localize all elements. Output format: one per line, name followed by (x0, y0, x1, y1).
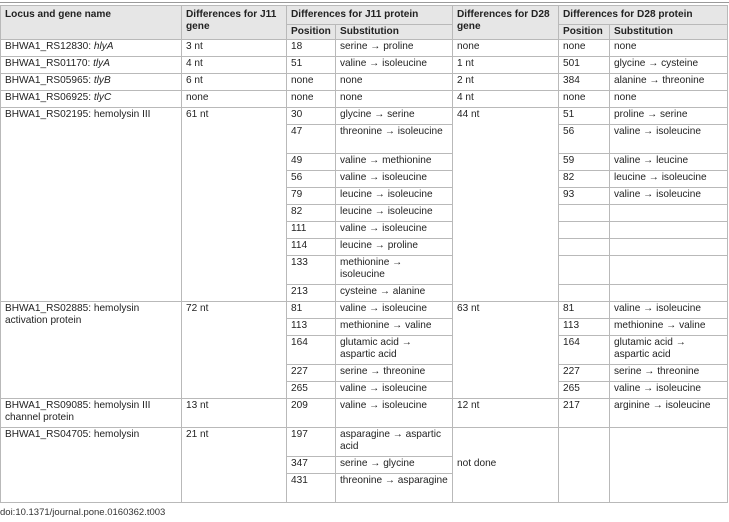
j11-position-cell: 164 (287, 336, 336, 365)
j11-position-cell: 113 (287, 319, 336, 336)
d28-substitution-cell: glutamic acid → aspartic acid (610, 336, 728, 365)
table-row (1, 57, 728, 74)
d28-position-cell: 56 (559, 125, 610, 154)
d28-position-cell: 217 (559, 399, 610, 428)
locus-cell: BHWA1_RS12830: hlyA (1, 40, 182, 57)
j11-substitution-cell: glutamic acid → aspartic acid (336, 336, 453, 365)
j11-substitution-cell: valine → methionine (336, 154, 453, 171)
j11-position-cell: 133 (287, 256, 336, 285)
d28-substitution-cell (610, 222, 728, 239)
j11-position-cell: 82 (287, 205, 336, 222)
header-j11-substitution: Substitution (336, 25, 453, 40)
header-d28-substitution: Substitution (610, 25, 728, 40)
j11-gene-cell: none (182, 91, 287, 108)
header-j11-gene: Differences for J11 gene (182, 6, 287, 40)
j11-substitution-cell: none (336, 91, 453, 108)
d28-position-cell: 227 (559, 365, 610, 382)
table-row (1, 91, 728, 108)
gene-name: tlyC (93, 92, 112, 103)
table-row (1, 40, 728, 57)
d28-position-cell: none (559, 40, 610, 57)
d28-substitution-cell: valine → isoleucine (610, 125, 728, 154)
table-row (1, 399, 728, 428)
d28-substitution-cell (610, 239, 728, 256)
d28-substitution-cell: serine → threonine (610, 365, 728, 382)
j11-position-cell: 213 (287, 285, 336, 302)
d28-substitution-cell: glycine → cysteine (610, 57, 728, 74)
table-row (1, 108, 728, 125)
d28-gene-cell: 44 nt (453, 108, 559, 302)
d28-gene-cell: 4 nt (453, 91, 559, 108)
j11-position-cell: 209 (287, 399, 336, 428)
d28-position-cell: 113 (559, 319, 610, 336)
j11-position-cell: 197 (287, 428, 336, 457)
d28-substitution-cell: valine → isoleucine (610, 382, 728, 399)
d28-position-cell (559, 239, 610, 256)
d28-position-cell: 265 (559, 382, 610, 399)
header-locus: Locus and gene name (1, 6, 182, 40)
d28-substitution-cell: leucine → isoleucine (610, 171, 728, 188)
j11-gene-cell: 72 nt (182, 302, 287, 399)
d28-position-cell (559, 205, 610, 222)
j11-position-cell: 47 (287, 125, 336, 154)
j11-gene-cell: 4 nt (182, 57, 287, 74)
j11-gene-cell: 13 nt (182, 399, 287, 428)
d28-gene-cell: not done (453, 457, 559, 474)
j11-position-cell: 49 (287, 154, 336, 171)
j11-substitution-cell: threonine → isoleucine (336, 125, 453, 154)
locus-cell: BHWA1_RS04705: hemolysin (1, 428, 182, 503)
j11-substitution-cell: asparagine → aspartic acid (336, 428, 453, 457)
table-row (1, 302, 728, 319)
j11-gene-cell: 21 nt (182, 428, 287, 503)
d28-position-cell (559, 428, 610, 503)
d28-position-cell: 384 (559, 74, 610, 91)
d28-position-cell (559, 256, 610, 285)
d28-position-cell: 81 (559, 302, 610, 319)
d28-gene-cell (453, 428, 559, 457)
j11-substitution-cell: serine → threonine (336, 365, 453, 382)
j11-substitution-cell: valine → isoleucine (336, 382, 453, 399)
d28-substitution-cell: valine → leucine (610, 154, 728, 171)
j11-position-cell: none (287, 91, 336, 108)
d28-position-cell: 164 (559, 336, 610, 365)
d28-position-cell: 501 (559, 57, 610, 74)
doi-caption: doi:10.1371/journal.pone.0160362.t003 (0, 507, 166, 518)
gene-name: tlyA (93, 58, 110, 69)
j11-substitution-cell: serine → glycine (336, 457, 453, 474)
d28-substitution-cell: proline → serine (610, 108, 728, 125)
table-row (1, 428, 728, 457)
j11-substitution-cell: serine → proline (336, 40, 453, 57)
j11-position-cell: 111 (287, 222, 336, 239)
d28-substitution-cell (610, 256, 728, 285)
j11-gene-cell: 6 nt (182, 74, 287, 91)
d28-gene-cell: none (453, 40, 559, 57)
j11-substitution-cell: valine → isoleucine (336, 57, 453, 74)
gene-name: tlyB (93, 75, 111, 86)
locus-cell: BHWA1_RS09085: hemolysin III channel protein (1, 399, 182, 428)
d28-gene-cell: 2 nt (453, 74, 559, 91)
header-d28-protein: Differences for D28 protein (559, 6, 728, 25)
j11-position-cell: 79 (287, 188, 336, 205)
d28-position-cell (559, 222, 610, 239)
d28-substitution-cell: none (610, 40, 728, 57)
d28-position-cell: 93 (559, 188, 610, 205)
locus-cell: BHWA1_RS02195: hemolysin III (1, 108, 182, 302)
d28-substitution-cell (610, 428, 728, 503)
j11-substitution-cell: leucine → proline (336, 239, 453, 256)
table-row (1, 74, 728, 91)
j11-position-cell: 265 (287, 382, 336, 399)
comparison-table (0, 5, 728, 503)
gene-name: hlyA (93, 41, 114, 52)
d28-substitution-cell: valine → isoleucine (610, 188, 728, 205)
j11-position-cell: 227 (287, 365, 336, 382)
header-j11-protein: Differences for J11 protein (287, 6, 453, 25)
d28-gene-cell: 63 nt (453, 302, 559, 399)
locus-cell: BHWA1_RS05965: tlyB (1, 74, 182, 91)
header-j11-position: Position (287, 25, 336, 40)
j11-substitution-cell: valine → isoleucine (336, 222, 453, 239)
d28-substitution-cell (610, 205, 728, 222)
d28-substitution-cell: alanine → threonine (610, 74, 728, 91)
d28-gene-cell (453, 474, 559, 503)
d28-substitution-cell: valine → isoleucine (610, 302, 728, 319)
j11-position-cell: 30 (287, 108, 336, 125)
locus-cell: BHWA1_RS01170: tlyA (1, 57, 182, 74)
d28-position-cell (559, 285, 610, 302)
top-rule (0, 2, 729, 3)
header-d28-gene: Differences for D28 gene (453, 6, 559, 40)
j11-position-cell: 81 (287, 302, 336, 319)
d28-substitution-cell: methionine → valine (610, 319, 728, 336)
j11-position-cell: 56 (287, 171, 336, 188)
d28-gene-cell: 1 nt (453, 57, 559, 74)
table-header (1, 6, 728, 40)
j11-substitution-cell: methionine → valine (336, 319, 453, 336)
j11-position-cell: none (287, 74, 336, 91)
j11-substitution-cell: none (336, 74, 453, 91)
j11-substitution-cell: leucine → isoleucine (336, 188, 453, 205)
d28-substitution-cell: arginine → isoleucine (610, 399, 728, 428)
d28-gene-cell: 12 nt (453, 399, 559, 428)
j11-substitution-cell: valine → isoleucine (336, 302, 453, 319)
j11-substitution-cell: valine → isoleucine (336, 171, 453, 188)
d28-substitution-cell: none (610, 91, 728, 108)
j11-substitution-cell: glycine → serine (336, 108, 453, 125)
j11-position-cell: 347 (287, 457, 336, 474)
d28-position-cell: 82 (559, 171, 610, 188)
j11-gene-cell: 61 nt (182, 108, 287, 302)
j11-position-cell: 431 (287, 474, 336, 503)
locus-cell: BHWA1_RS06925: tlyC (1, 91, 182, 108)
j11-substitution-cell: valine → isoleucine (336, 399, 453, 428)
j11-position-cell: 51 (287, 57, 336, 74)
locus-cell: BHWA1_RS02885: hemolysin activation protein (1, 302, 182, 399)
j11-position-cell: 114 (287, 239, 336, 256)
j11-substitution-cell: methionine → isoleucine (336, 256, 453, 285)
j11-substitution-cell: threonine → asparagine (336, 474, 453, 503)
header-d28-position: Position (559, 25, 610, 40)
d28-position-cell: 59 (559, 154, 610, 171)
d28-substitution-cell (610, 285, 728, 302)
j11-gene-cell: 3 nt (182, 40, 287, 57)
d28-position-cell: none (559, 91, 610, 108)
d28-position-cell: 51 (559, 108, 610, 125)
j11-position-cell: 18 (287, 40, 336, 57)
j11-substitution-cell: cysteine → alanine (336, 285, 453, 302)
j11-substitution-cell: leucine → isoleucine (336, 205, 453, 222)
